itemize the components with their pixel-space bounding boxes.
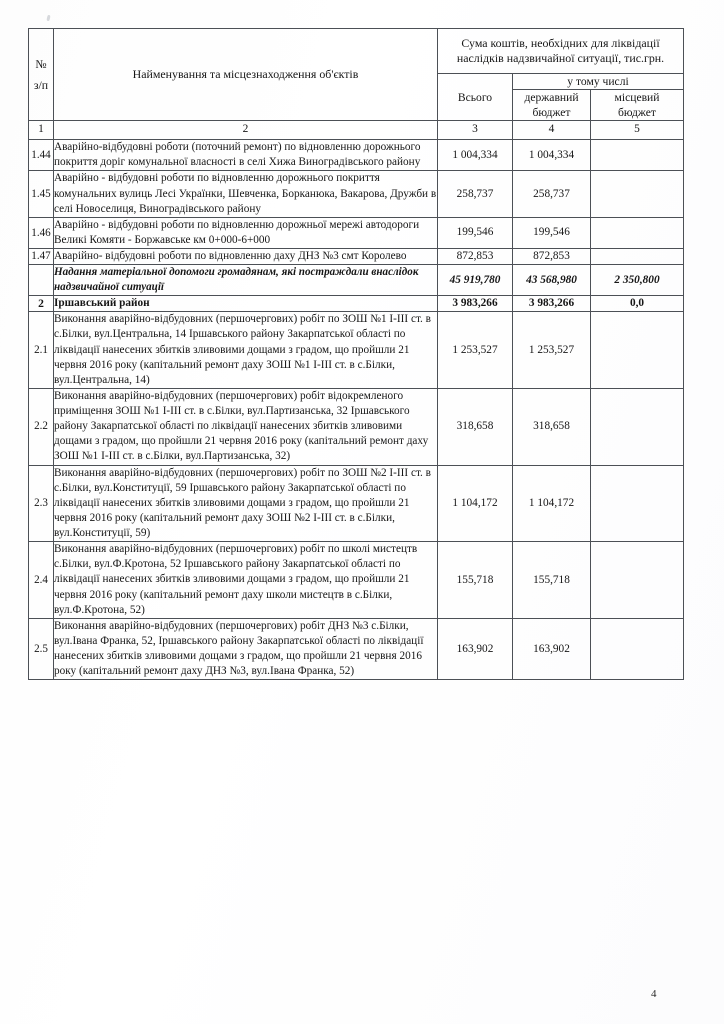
- row-total-cell: 1 004,334: [438, 140, 513, 171]
- table-row: [29, 312, 684, 389]
- row-total-cell: 3 983,266: [438, 295, 513, 311]
- header-cell-including: у тому числі: [513, 73, 684, 89]
- header-state-budget-line2: бюджет: [532, 106, 571, 120]
- table-body: [29, 140, 684, 680]
- row-number-cell: 2.4: [29, 542, 54, 619]
- row-state-budget-cell: 1 104,172: [513, 465, 591, 542]
- row-total-cell: 318,658: [438, 388, 513, 465]
- header-cell-total: Всього: [438, 73, 513, 120]
- row-local-budget-cell: 0,0: [591, 295, 684, 311]
- row-object-name-cell: Аварійно - відбудовні роботи по відновленню дорожнього покриття комунальних вулиць Лесі Українки, Шевченка, Борканюка, Вакарова, Дружби в селі Новоселиця, Виноградівського району: [54, 171, 438, 217]
- row-number-cell: 2: [29, 295, 54, 311]
- header-cell-state-budget: [513, 90, 591, 121]
- row-number-cell: 1.44: [29, 140, 54, 171]
- row-number-cell: 2.5: [29, 618, 54, 680]
- row-total-cell: 1 104,172: [438, 465, 513, 542]
- column-number-row: [29, 121, 684, 140]
- row-local-budget-cell: [591, 388, 684, 465]
- row-total-cell: 872,853: [438, 249, 513, 265]
- budget-objects-table: [28, 28, 684, 680]
- header-local-budget-line1: місцевий: [614, 91, 660, 104]
- row-number-cell: 2.2: [29, 388, 54, 465]
- row-total-cell: 1 253,527: [438, 312, 513, 389]
- row-state-budget-cell: 163,902: [513, 618, 591, 680]
- row-state-budget-cell: 258,737: [513, 171, 591, 217]
- header-cell-object-name: Найменування та місцезнаходження об'єктів: [54, 29, 438, 121]
- row-number-cell: 2.1: [29, 312, 54, 389]
- row-object-name-cell: Аварійно-відбудовні роботи (поточний ремонт) по відновленню дорожнього покриття доріг комунальної власності в селі Хижа Виноградівського району: [54, 140, 438, 171]
- header-cell-funds-title: Сума коштів, необхідних для ліквідації наслідків надзвичайної ситуації, тис.грн.: [438, 29, 684, 74]
- row-number-cell: 1.47: [29, 249, 54, 265]
- column-number-3: 3: [438, 121, 513, 140]
- row-state-budget-cell: 43 568,980: [513, 265, 591, 296]
- table-row: [29, 465, 684, 542]
- row-object-name-cell: Аварійно- відбудовні роботи по відновленню даху ДНЗ №3 смт Королево: [54, 249, 438, 265]
- row-state-budget-cell: 155,718: [513, 542, 591, 619]
- row-number-cell: 2.3: [29, 465, 54, 542]
- row-total-cell: 199,546: [438, 217, 513, 248]
- row-local-budget-cell: [591, 249, 684, 265]
- row-object-name-cell: Аварійно - відбудовні роботи по відновленню дорожньої мережі автодороги Великі Комяти - Боржавське км 0+000-6+000: [54, 217, 438, 248]
- table-header: [29, 29, 684, 140]
- row-local-budget-cell: [591, 618, 684, 680]
- row-total-cell: 163,902: [438, 618, 513, 680]
- row-state-budget-cell: 872,853: [513, 249, 591, 265]
- column-number-2: 2: [54, 121, 438, 140]
- header-state-budget-line1: державний: [524, 91, 579, 104]
- column-number-4: 4: [513, 121, 591, 140]
- row-object-name-cell: Виконання аварійно-відбудовних (першочергових) робіт по ЗОШ №1 I-III ст. в с.Білки, вул.Центральна, 14 Іршавського району Закарпатської області по ліквідації нанесених збитків зливовими дощами з градом, що пройшли 21 червня 2016 року (капітальний ремонт даху ЗОШ №1 I-III ст. в с.Білки, вул.Центральна, 14): [54, 312, 438, 389]
- row-object-name-cell: Іршавський район: [54, 295, 438, 311]
- header-local-budget-line2: бюджет: [618, 106, 656, 120]
- row-local-budget-cell: [591, 171, 684, 217]
- table-row: [29, 265, 684, 296]
- table-row: [29, 171, 684, 217]
- row-state-budget-cell: 1 253,527: [513, 312, 591, 389]
- row-local-budget-cell: [591, 542, 684, 619]
- row-number-cell: 1.46: [29, 217, 54, 248]
- row-object-name-cell: Виконання аварійно-відбудовних (першочергових) робіт по ЗОШ №2 I-III ст. в с.Білки, вул.Конституції, 59 Іршавського району Закарпатської області по ліквідації нанесених збитків зливовими дощами з градом, що пройшли 21 червня 2016 року (капітальний ремонт даху ЗОШ №2 I-III ст. в с.Білки, вул.Конституції, 59): [54, 465, 438, 542]
- column-number-1: 1: [29, 121, 54, 140]
- header-cell-number: [29, 29, 54, 121]
- row-local-budget-cell: 2 350,800: [591, 265, 684, 296]
- page-number: 4: [651, 988, 657, 1000]
- row-object-name-cell: Надання матеріальної допомоги громадянам, які постраждали внаслідок надзвичайної ситуації: [54, 265, 438, 296]
- row-state-budget-cell: 3 983,266: [513, 295, 591, 311]
- row-object-name-cell: Виконання аварійно-відбудовних (першочергових) робіт ДНЗ №3 с.Білки, вул.Івана Франка, 52, Іршавського району Закарпатської області по ліквідації нанесених збитків зливовими дощами з градом, що пройшли 21 червня 2016 року (капітальний ремонт даху ДНЗ №3, вул.Івана Франка, 52): [54, 618, 438, 680]
- column-number-5: 5: [591, 121, 684, 140]
- row-local-budget-cell: [591, 217, 684, 248]
- table-row: [29, 295, 684, 311]
- row-local-budget-cell: [591, 140, 684, 171]
- row-total-cell: 45 919,780: [438, 265, 513, 296]
- header-number-line1: №: [35, 56, 47, 71]
- header-number-line2: з/п: [33, 77, 49, 92]
- table-row: [29, 249, 684, 265]
- row-object-name-cell: Виконання аварійно-відбудовних (першочергових) робіт відокремленого приміщення ЗОШ №1 I-III ст. в с.Білки, вул.Партизанська, 32 Іршавського району Закарпатської області по ліквідації нанесених збитків зливовими дощами з градом, що пройшли 21 червня 2016 року (капітальний ремонт даху ЗОШ №1 I-III ст. в с.Білки, вул.Партизанська, 32): [54, 388, 438, 465]
- row-number-cell: 1.45: [29, 171, 54, 217]
- row-state-budget-cell: 318,658: [513, 388, 591, 465]
- row-local-budget-cell: [591, 465, 684, 542]
- row-number-cell: [29, 265, 54, 296]
- row-state-budget-cell: 1 004,334: [513, 140, 591, 171]
- table-row: [29, 140, 684, 171]
- header-row-main: [29, 29, 684, 74]
- row-total-cell: 155,718: [438, 542, 513, 619]
- table-row: [29, 542, 684, 619]
- table-row: [29, 217, 684, 248]
- row-local-budget-cell: [591, 312, 684, 389]
- table-row: [29, 618, 684, 680]
- header-cell-local-budget: [591, 90, 684, 121]
- row-object-name-cell: Виконання аварійно-відбудовних (першочергових) робіт по школі мистецтв с.Білки, вул.Ф.Кротона, 52 Іршавського району Закарпатської області по ліквідації нанесених збитків зливовими дощами з градом, що пройшли 21 червня 2016 року (капітальний ремонт даху школи мистецтв в с.Білки, вул.Ф.Кротона, 52): [54, 542, 438, 619]
- table-row: [29, 388, 684, 465]
- row-total-cell: 258,737: [438, 171, 513, 217]
- row-state-budget-cell: 199,546: [513, 217, 591, 248]
